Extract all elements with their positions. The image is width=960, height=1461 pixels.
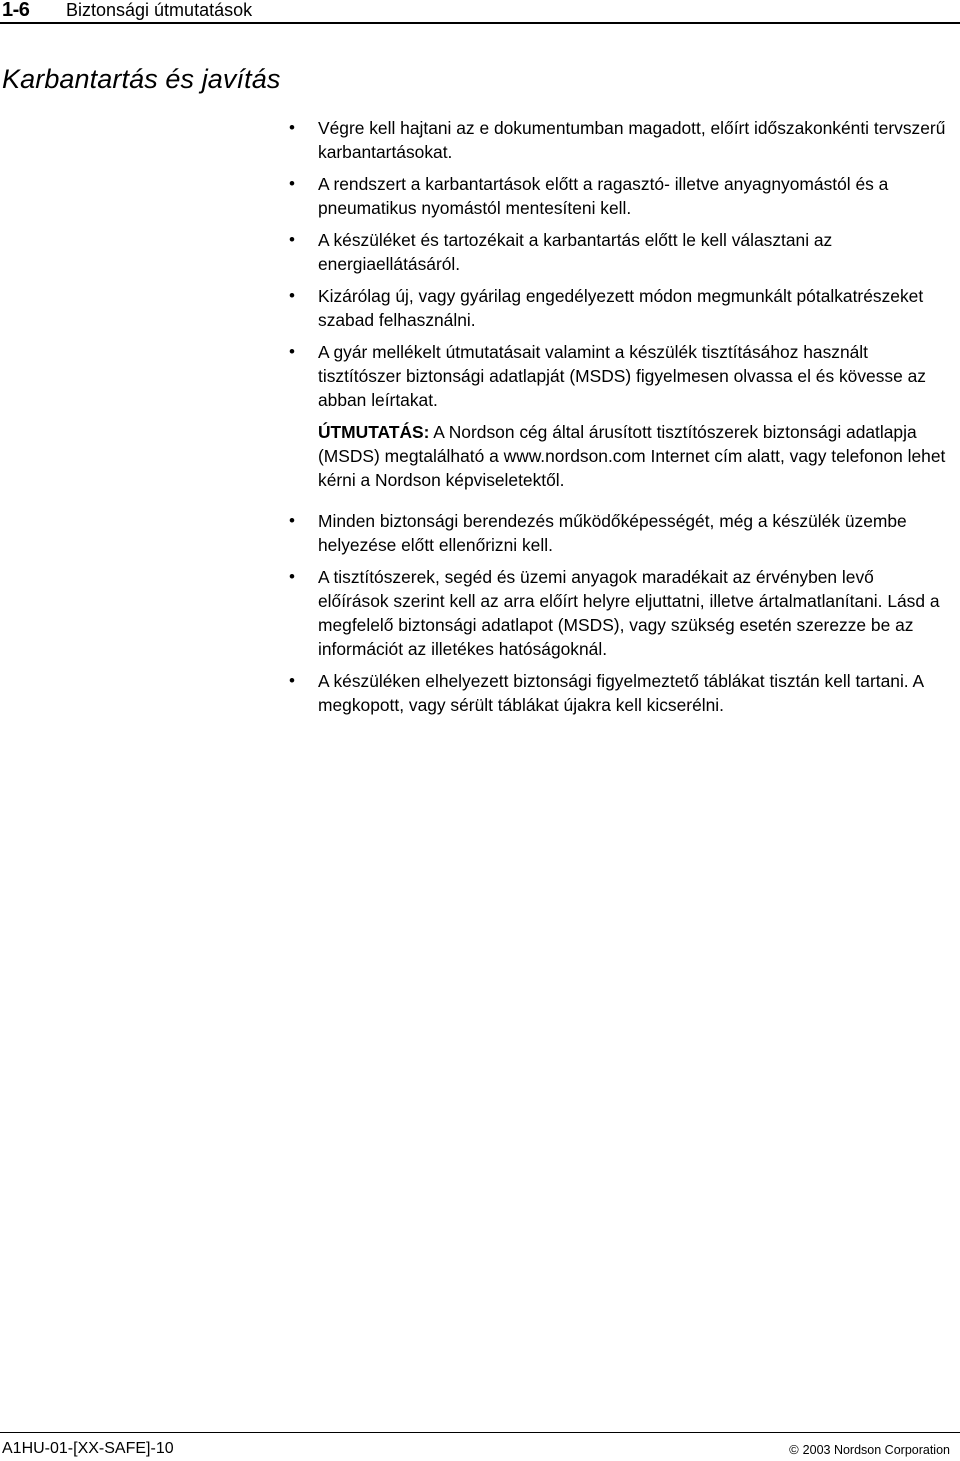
list-item-text: A gyár mellékelt útmutatásait valamint a készülék tisztításához használt tisztítószer biztonsági adatlapját (MSDS) figyelmesen olvassa el és kövesse az abban leírtakat. bbox=[318, 342, 926, 410]
note-label: ÚTMUTATÁS: bbox=[318, 422, 430, 442]
list-item-text: A tisztítószerek, segéd és üzemi anyagok maradékait az érvényben levő előírások szerint kell az arra előírt helyre eljuttatni, illetve ártalmatlanítani. Lásd a megfelelő biztonsági adatlapot (MSDS), vagy szükség esetén szerezze be az információt az illetékes hatóságoknál. bbox=[318, 567, 940, 659]
list-item-text: A rendszert a karbantartások előtt a ragasztó- illetve anyagnyomástól és a pneumatikus nyomástól mentesíteni kell. bbox=[318, 174, 889, 218]
bullet-icon: • bbox=[289, 671, 295, 690]
section-title: Karbantartás és javítás bbox=[2, 64, 281, 94]
page-footer bbox=[0, 1432, 960, 1461]
list-item bbox=[289, 172, 948, 220]
page-number: 1-6 bbox=[2, 0, 30, 21]
bullet-icon: • bbox=[289, 286, 295, 305]
page-header bbox=[0, 0, 960, 24]
header-title: Biztonsági útmutatások bbox=[66, 0, 253, 20]
bullet-list-1 bbox=[289, 116, 948, 412]
note-text: A Nordson cég által árusított tisztítószerek biztonsági adatlapja (MSDS) megtalálható a www.nordson.com Internet cím alatt, vagy telefonon lehet kérni a Nordson képviseletektől. bbox=[318, 422, 946, 490]
copyright-notice bbox=[789, 1442, 950, 1457]
bullet-icon: • bbox=[289, 511, 295, 530]
list-item-text: Kizárólag új, vagy gyárilag engedélyezett módon megmunkált pótalkatrészeket szabad felhasználni. bbox=[318, 286, 924, 330]
list-item-text: A készüléket és tartozékait a karbantartás előtt le kell választani az energiaellátásáról. bbox=[318, 230, 833, 274]
list-item bbox=[289, 284, 948, 332]
bullet-icon: • bbox=[289, 230, 295, 249]
bullet-icon: • bbox=[289, 118, 295, 137]
list-item bbox=[289, 116, 948, 164]
list-item bbox=[289, 565, 948, 661]
copyright-icon: © bbox=[789, 1442, 799, 1457]
list-item bbox=[289, 669, 948, 717]
list-item bbox=[289, 509, 948, 557]
bullet-icon: • bbox=[289, 174, 295, 193]
header-divider bbox=[0, 22, 960, 24]
list-item-text: Minden biztonsági berendezés működőképességét, még a készülék üzembe helyezése előtt ellenőrizni kell. bbox=[318, 511, 907, 555]
document-code: A1HU-01-[XX-SAFE]-10 bbox=[2, 1440, 174, 1457]
bullet-icon: • bbox=[289, 567, 295, 586]
list-item bbox=[289, 228, 948, 276]
list-item-text: Végre kell hajtani az e dokumentumban magadott, előírt időszakonkénti tervszerű karbantartásokat. bbox=[318, 118, 946, 162]
bullet-icon: • bbox=[289, 342, 295, 361]
list-item bbox=[289, 340, 948, 412]
bullet-list-2 bbox=[289, 509, 948, 717]
copyright-text: 2003 Nordson Corporation bbox=[802, 1443, 950, 1457]
note-block bbox=[318, 420, 948, 492]
main-content bbox=[289, 116, 948, 725]
list-item-text: A készüléken elhelyezett biztonsági figyelmeztető táblákat tisztán kell tartani. A megkopott, vagy sérült táblákat újakra kell kicserélni. bbox=[318, 671, 924, 715]
footer-divider bbox=[0, 1432, 960, 1433]
